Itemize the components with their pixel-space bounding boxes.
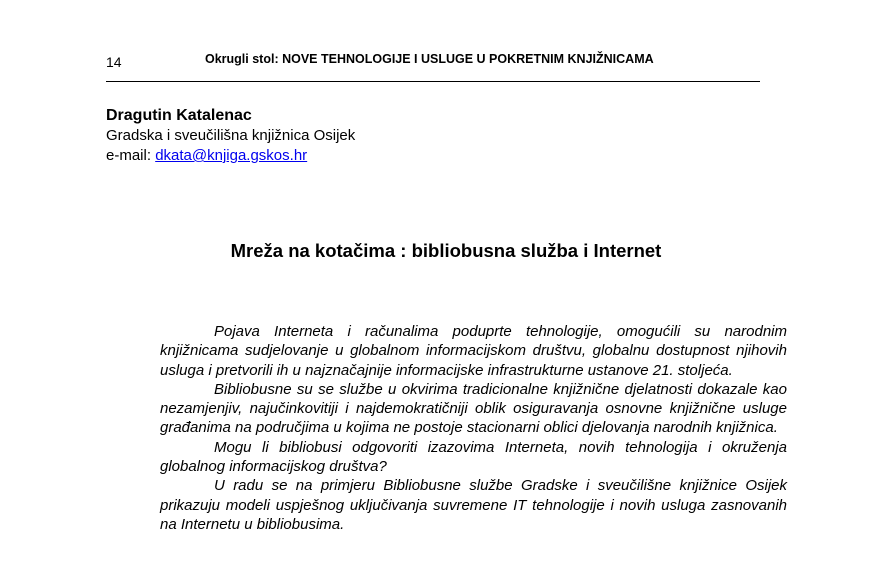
author-affiliation: Gradska i sveučilišna knjižnica Osijek xyxy=(106,127,356,144)
abstract-paragraph: Pojava Interneta i računalima poduprte tehnologije, omogućili su narodnim knjižnicama sudjelovanje u globalnom informacijskom društvu, globalnu dostupnost njihovih usluga i pretvorili ih u najznačajnije informacijske infrastrukturne ustanove 21. stoljeća. xyxy=(160,323,787,379)
email-label: e-mail: xyxy=(106,147,156,164)
running-header-title: Okrugli stol: NOVE TEHNOLOGIJE I USLUGE U POKRETNIM KNJIŽNICAMA xyxy=(205,52,654,66)
abstract-paragraph: U radu se na primjeru Bibliobusne službe Gradske i sveučilišne knjižnice Osijek prikazuju modeli uspješnog uključivanja suvremene IT tehnologije i novih usluga zasnovanih na Internetu u bibliobusima. xyxy=(160,477,787,533)
author-email-line xyxy=(106,146,355,166)
abstract xyxy=(160,322,787,534)
header-divider xyxy=(106,81,760,82)
abstract-paragraph: Bibliobusne su se službe u okvirima tradicionalne knjižnične djelatnosti dokazale kao nezamjenjiv, najučinkovitiji i najdemokratičniji oblik osiguravanja osnovne knjižnične usluge građanima na područjima u kojima ne postoje stacionarni oblici djelovanja narodnih knjižnica. xyxy=(160,380,787,437)
page-number: 14 xyxy=(106,54,122,70)
paper-title: Mreža na kotačima : bibliobusna služba i Internet xyxy=(230,240,662,261)
author-block xyxy=(106,106,355,166)
abstract-paragraph: Mogu li bibliobusi odgovoriti izazovima Interneta, novih tehnologija i okruženja globalnog informacijskog društva? xyxy=(160,438,787,476)
author-name: Dragutin Katalenac xyxy=(106,107,252,124)
email-link[interactable]: dkata@knjiga.gskos.hr xyxy=(155,147,308,164)
